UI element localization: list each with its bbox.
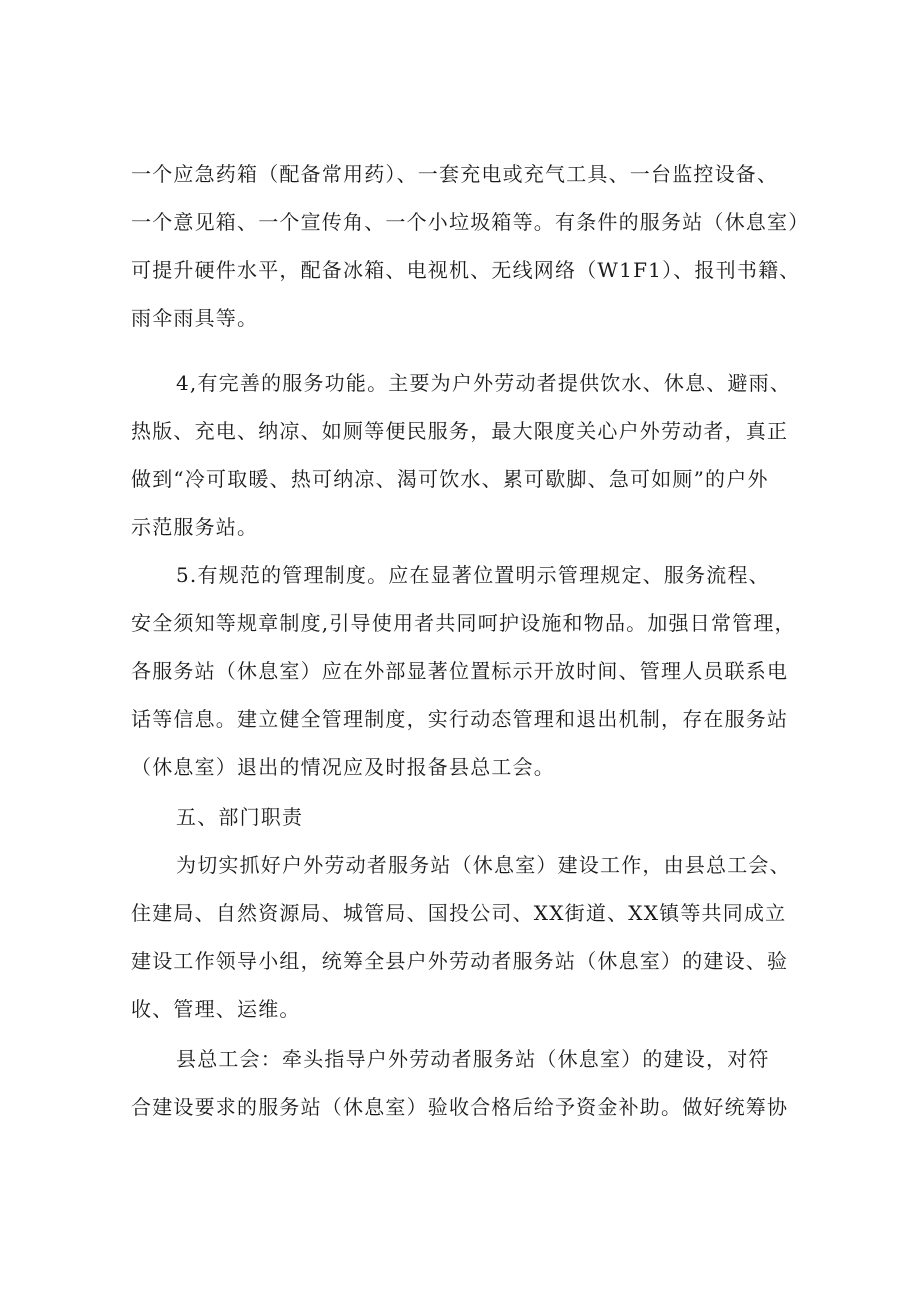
text-line: 一个意见箱、一个宣传角、一个小垃圾箱等。有条件的服务站（休息室） — [131, 210, 810, 234]
text-line: 收、管理、运维。 — [131, 997, 301, 1021]
text-line: 热版、充电、纳凉、如厕等便民服务，最大限度关心户外劳动者，真正 — [131, 419, 789, 443]
text-line: 住建局、自然资源局、城管局、国投公司、XX街道、XX镇等共同成立 — [131, 901, 787, 925]
text-line: 各服务站（休息室）应在外部显著位置标示开放时间、管理人员联系电 — [131, 659, 789, 683]
text-line: 做到“冷可取暖、热可纳凉、渴可饮水、累可歇脚、急可如厕”的户外 — [131, 467, 769, 491]
text-line: 话等信息。建立健全管理制度，实行动态管理和退出机制，存在服务站 — [131, 707, 789, 731]
text-line: 建设工作领导小组，统筹全县户外劳动者服务站（休息室）的建设、验 — [131, 949, 789, 973]
text-line: 合建设要求的服务站（休息室）验收合格后给予资金补助。做好统筹协 — [131, 1095, 789, 1119]
paragraph-first-line: 为切实抓好户外劳动者服务站（休息室）建设工作，由县总工会、 — [176, 853, 791, 877]
text-line: 一个应急药箱（配备常用药）、一套充电或充气工具、一台监控设备、 — [131, 162, 779, 186]
paragraph-first-line: 县总工会：牵头指导户外劳动者服务站（休息室）的建设，对符 — [176, 1047, 770, 1071]
text-line: 雨伞雨具等。 — [131, 306, 259, 330]
section-heading: 五、部门职责 — [176, 805, 304, 829]
text-line: （休息室）退出的情况应及时报备县总工会。 — [131, 755, 555, 779]
text-line: 可提升硬件水平，配备冰箱、电视机、无线网络（W1F1）、报刊书籍、 — [131, 258, 801, 282]
paragraph-first-line: 4,有完善的服务功能。主要为户外劳动者提供饮水、休息、避雨、 — [176, 371, 792, 395]
paragraph-first-line: 5.有规范的管理制度。应在显著位置明示管理规定、服务流程、 — [176, 563, 770, 587]
text-line: 安全须知等规章制度,引导使用者共同呵护设施和物品。加强日常管理， — [131, 611, 796, 635]
text-line: 示范服务站。 — [131, 515, 259, 539]
